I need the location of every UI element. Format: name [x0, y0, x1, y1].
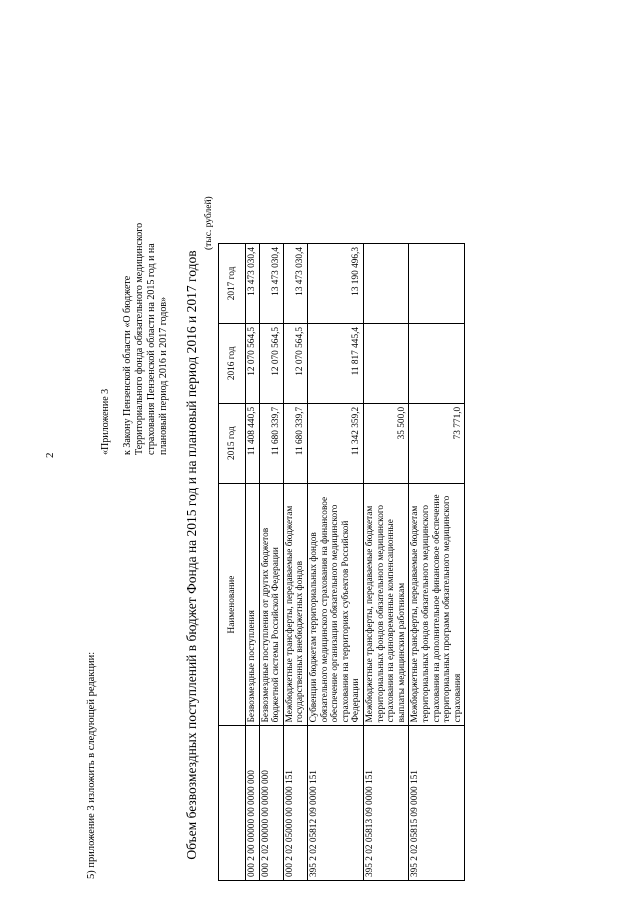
- table-row: [307, 244, 363, 881]
- cell-name: Межбюджетные трансферты, передаваемые бюджетам государственных внебюджетных фондов: [283, 483, 307, 726]
- cell-name: Безвозмездные поступления от других бюджетов бюджетной системы Российской Федерации: [259, 483, 283, 726]
- cell-name: Межбюджетные трансферты, передаваемые бюджетам территориальных фондов обязательного медицинского страхования на дополнительное финансовое обеспечение территориальных программ обязательного медицинского страхования: [409, 483, 465, 726]
- cell-2015: 73 771,0: [409, 403, 465, 483]
- cell-name: Субвенции бюджетам территориальных фондов обязательного медицинского страхования на финансовое обеспечение организации обязательного медицинского страхования на территориях субъектов Российской Федерации: [307, 483, 363, 726]
- cell-2016: [409, 323, 465, 403]
- rotated-content: [78, 15, 598, 885]
- units-label: (тыс. рублей): [204, 196, 214, 250]
- cell-2016: 12 070 564,5: [283, 323, 307, 403]
- table-row: [409, 244, 465, 881]
- cell-code: 000 2 02 05000 00 0000 151: [283, 726, 307, 881]
- appendix-line: плановый период 2016 и 2017 годов»: [158, 296, 169, 455]
- cell-2016: [363, 323, 408, 403]
- appendix-line: к Закону Пензенской области «О бюджете: [122, 275, 133, 455]
- cell-2015: 11 680 339,7: [259, 403, 283, 483]
- cell-2015: 11 342 359,2: [307, 403, 363, 483]
- table-title: Объем безвозмездных поступлений в бюджет Фонда на 2015 год и на плановый период 2016 и 2017 годов: [184, 250, 199, 860]
- cell-name: Безвозмездные поступления: [246, 483, 260, 726]
- column-header-2016: 2016 год: [219, 323, 246, 403]
- table-row: [363, 244, 408, 881]
- table-row: [246, 244, 260, 881]
- cell-2017: 13 473 030,4: [259, 244, 283, 324]
- cell-2015: 11 408 440,5: [246, 403, 260, 483]
- appendix-line: страхования Пензенской области на 2015 год и на: [146, 243, 157, 455]
- cell-2017: 13 473 030,4: [283, 244, 307, 324]
- cell-2017: 13 190 496,3: [307, 244, 363, 324]
- page-number: 2: [44, 452, 56, 458]
- cell-2016: 11 817 445,4: [307, 323, 363, 403]
- cell-code: 000 2 02 00000 00 0000 000: [259, 726, 283, 881]
- table-row: [259, 244, 283, 881]
- intro-text: 5) приложение 3 изложить в следующей редакции:: [86, 651, 97, 879]
- column-header-name: Наименование: [219, 483, 246, 726]
- appendix-heading: [100, 125, 170, 455]
- revenue-table: [218, 243, 465, 881]
- cell-code: 395 2 02 05813 09 0000 151: [363, 726, 408, 881]
- cell-2016: 12 070 564,5: [246, 323, 260, 403]
- cell-2017: 13 473 030,4: [246, 244, 260, 324]
- appendix-line: Территориального фонда обязательного медицинского: [134, 222, 145, 455]
- table-header-row: [219, 244, 246, 881]
- cell-code: 395 2 02 05815 09 0000 151: [409, 726, 465, 881]
- column-header-2017: 2017 год: [219, 244, 246, 324]
- cell-2015: 35 500,0: [363, 403, 408, 483]
- cell-2015: 11 680 339,7: [283, 403, 307, 483]
- cell-code: 395 2 02 05812 09 0000 151: [307, 726, 363, 881]
- cell-2017: [363, 244, 408, 324]
- column-header-2015: 2015 год: [219, 403, 246, 483]
- appendix-title: «Приложение 3: [100, 388, 111, 455]
- cell-name: Межбюджетные трансферты, передаваемые бюджетам территориальных фондов обязательного медицинского страхования на единовременные компенсационные выплаты медицинским работникам: [363, 483, 408, 726]
- cell-2016: 12 070 564,5: [259, 323, 283, 403]
- table-row: [283, 244, 307, 881]
- cell-2017: [409, 244, 465, 324]
- cell-code: 000 2 00 00000 00 0000 000: [246, 726, 260, 881]
- column-header-code: [219, 726, 246, 881]
